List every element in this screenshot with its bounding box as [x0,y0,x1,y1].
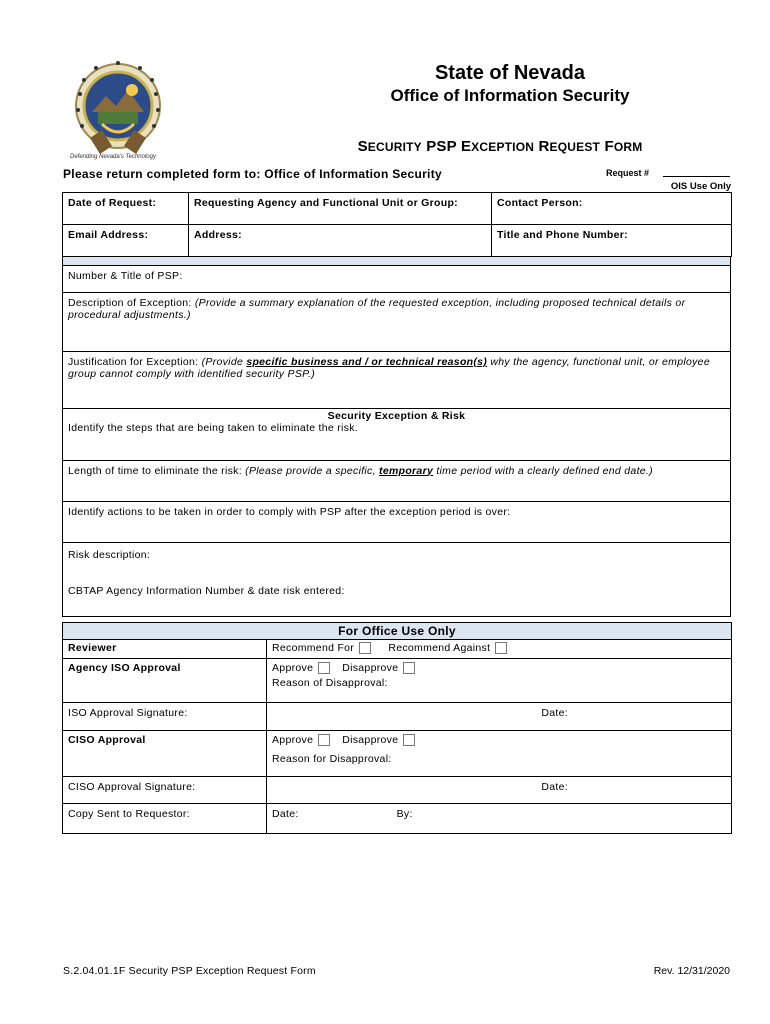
iso-approve-checkbox[interactable] [318,662,330,674]
agency-iso-options: Approve Disapprove Reason of Disapproval: [267,659,732,703]
requesting-agency-field[interactable]: Requesting Agency and Functional Unit or Group: [189,193,492,225]
risk-description-label: Risk description: [68,548,151,561]
state-title: State of Nevada [434,62,586,84]
office-use-title: For Office Use Only [63,623,732,640]
elimination-steps-field[interactable]: Identify the steps that are being taken to eliminate the risk. [63,422,731,460]
address-field[interactable]: Address: [189,225,492,257]
cbtap-label: CBTAP Agency Information Number & date risk entered: [68,584,345,597]
form-title: SECURITY PSP EXCEPTION REQUEST FORM [357,138,643,155]
requester-info-table [62,192,732,257]
post-exception-actions-field[interactable]: Identify actions to be taken in order to comply with PSP after the exception period is over: [63,501,731,542]
ciso-signature-field[interactable]: Date: [267,777,732,804]
recommend-against-checkbox[interactable] [495,642,507,654]
time-to-eliminate-field[interactable]: Length of time to eliminate the risk: (Please provide a specific, temporary time period with a clearly defined end date.) [63,460,731,501]
ciso-approve-checkbox[interactable] [318,734,330,746]
footer-form-id: S.2.04.01.1F Security PSP Exception Request Form [63,965,316,977]
risk-description-field[interactable] [63,542,731,616]
reviewer-label: Reviewer [63,640,267,659]
psp-number-title-field[interactable]: Number & Title of PSP: [63,266,731,293]
ciso-approval-label: CISO Approval [63,731,267,777]
description-field[interactable]: Description of Exception: (Provide a summary explanation of the requested exception, including proposed technical details or procedural adjustments.) [63,293,731,352]
nevada-seal-icon [72,60,164,160]
footer-revision: Rev. 12/31/2020 [653,965,730,977]
ciso-signature-label: CISO Approval Signature: [63,777,267,804]
contact-person-field[interactable]: Contact Person: [492,193,732,225]
ciso-disapprove-checkbox[interactable] [403,734,415,746]
agency-iso-approval-label: Agency ISO Approval [63,659,267,703]
iso-disapprove-checkbox[interactable] [403,662,415,674]
request-number-label: Request # [606,168,650,178]
reviewer-options: Recommend For Recommend Against [267,640,732,659]
recommend-for-checkbox[interactable] [359,642,371,654]
request-number-field[interactable] [663,176,730,177]
title-phone-field[interactable]: Title and Phone Number: [492,225,732,257]
exception-details-table [62,256,731,617]
logo-caption: Defending Nevada's Technology [70,154,156,160]
ciso-options: Approve Disapprove Reason for Disapproval: [267,731,732,777]
email-address-field[interactable]: Email Address: [63,225,189,257]
ois-use-only-label: OIS Use Only [670,181,731,192]
iso-reason-field[interactable]: Reason of Disapproval: [272,677,388,690]
office-title: Office of Information Security [390,86,630,105]
risk-section-title: Security Exception & Risk [63,409,731,423]
iso-signature-field[interactable]: Date: [267,703,732,731]
section-separator [63,257,731,266]
copy-sent-field[interactable]: Date: By: [267,804,732,834]
date-of-request-field[interactable]: Date of Request: [63,193,189,225]
iso-signature-label: ISO Approval Signature: [63,703,267,731]
office-use-table [62,622,732,834]
justification-field[interactable]: Justification for Exception: (Provide specific business and / or technical reason(s) why the agency, functional unit, or employee group cannot comply with identified security PSP.) [63,352,731,409]
return-instructions: Please return completed form to: Office of Information Security [63,167,442,181]
copy-sent-label: Copy Sent to Requestor: [63,804,267,834]
ciso-reason-field[interactable]: Reason for Disapproval: [272,753,392,766]
